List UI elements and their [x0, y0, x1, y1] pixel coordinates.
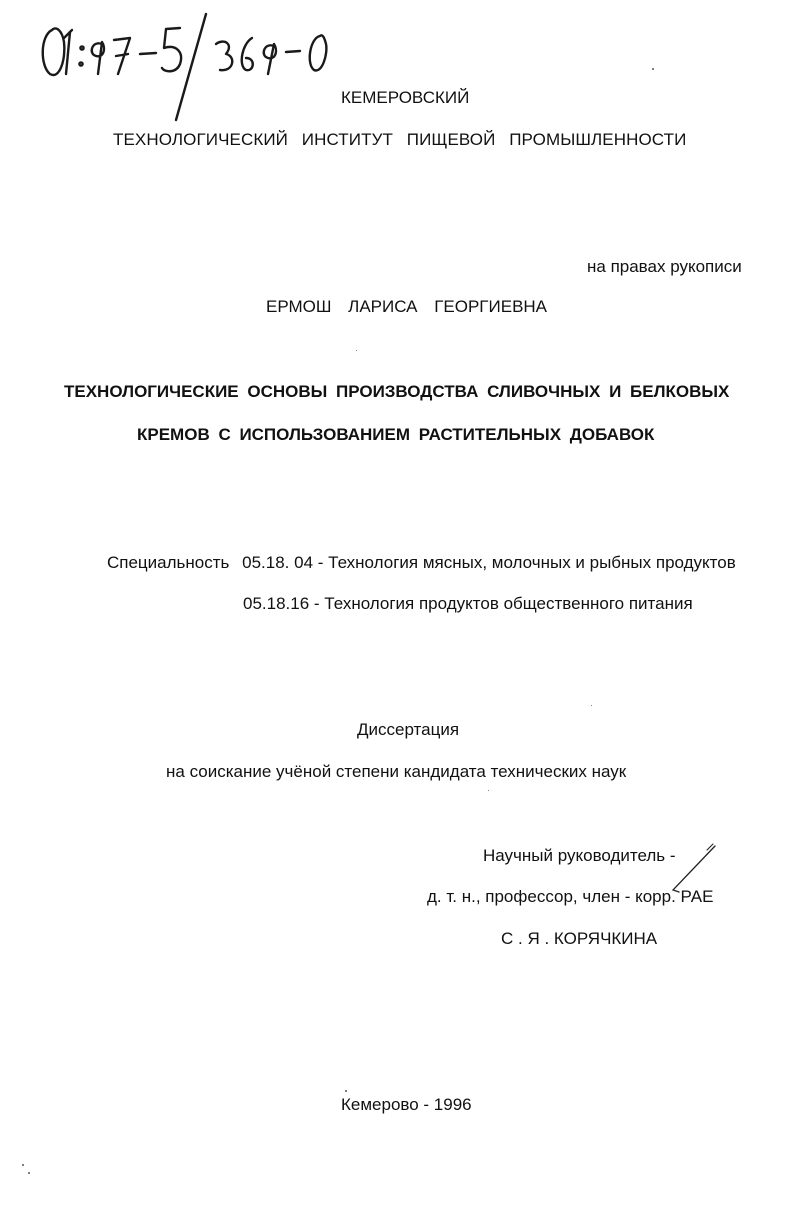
scan-speck — [591, 705, 592, 706]
thesis-title-line-2: КРЕМОВ С ИСПОЛЬЗОВАНИЕМ РАСТИТЕЛЬНЫХ ДОБАВОК — [137, 425, 655, 444]
specialty-name: - Технология мясных, молочных и рыбных продуктов — [317, 553, 736, 572]
specialty-label: Специальность — [107, 553, 230, 572]
city-and-year: Кемерово - 1996 — [341, 1095, 472, 1114]
advisor-credentials: д. т. н., профессор, член - корр. РАЕ — [427, 887, 714, 906]
scan-speck — [356, 350, 357, 351]
scan-speck — [345, 1090, 347, 1092]
specialty-code: 05.18.16 — [243, 594, 310, 613]
specialty-name: - Технология продуктов общественного питания — [313, 594, 693, 613]
advisor-name: С . Я . КОРЯЧКИНА — [501, 929, 658, 948]
specialty-line-2 — [243, 594, 693, 614]
degree-statement: на соискание учёной степени кандидата технических наук — [166, 762, 627, 781]
author-name: ЕРМОШ ЛАРИСА ГЕОРГИЕВНА — [266, 297, 548, 316]
scan-speck — [488, 790, 489, 791]
specialty-line-1 — [107, 553, 736, 573]
advisor-signature — [655, 840, 725, 900]
specialty-code: 05.18. 04 — [242, 553, 314, 572]
handwritten-archive-mark — [30, 8, 340, 128]
document-type: Диссертация — [357, 720, 460, 739]
scan-speck — [22, 1164, 24, 1166]
scan-speck — [28, 1172, 30, 1174]
institute-name-line-2: ТЕХНОЛОГИЧЕСКИЙ ИНСТИТУТ ПИЩЕВОЙ ПРОМЫШЛЕННОСТИ — [113, 130, 687, 149]
scan-speck — [652, 68, 654, 70]
thesis-title-line-1: ТЕХНОЛОГИЧЕСКИЕ ОСНОВЫ ПРОИЗВОДСТВА СЛИВОЧНЫХ И БЕЛКОВЫХ — [64, 382, 730, 401]
advisor-label: Научный руководитель - — [483, 846, 676, 865]
institute-name-line-1: КЕМЕРОВСКИЙ — [341, 88, 470, 107]
manuscript-rights-note: на правах рукописи — [587, 257, 742, 276]
